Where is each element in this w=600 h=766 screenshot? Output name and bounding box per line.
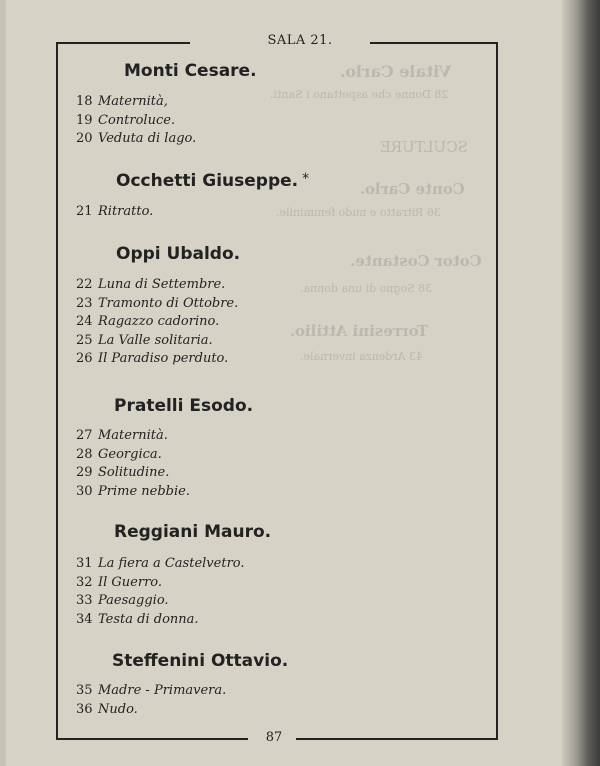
page-number: 87 [265,730,283,745]
item-title: Madre - Primavera. [98,683,227,698]
artist-name-text: Oppi Ubaldo. [116,244,241,264]
item-title: Georgica. [98,446,162,462]
item-number: 32 [76,574,93,590]
list-item [76,295,238,314]
item-title: Luna di Settembre. [98,277,226,292]
list-item [76,592,245,611]
item-number: 30 [76,483,93,499]
item-title: La fiera a Castelvetro. [98,556,245,571]
asterisk-mark: * [302,171,310,187]
list-item [76,112,196,131]
book-spine-shadow [562,0,600,766]
works-list [76,427,190,501]
border-line [56,738,248,740]
item-title: Ritratto. [98,204,154,219]
list-item [76,446,190,465]
artist-name [124,61,257,81]
item-title: Controluce. [98,112,176,128]
item-title: Veduta di lago. [98,131,197,146]
page-left-edge [0,0,6,766]
bleed-through-text: 43 Ardenza invernale. [300,350,423,363]
item-number: 20 [76,131,93,146]
list-item [76,313,238,332]
bleed-through-text: 36 Ritratto e nudo femminile. [276,206,441,219]
works-list [76,276,238,369]
item-title: Il Paradiso perduto. [98,351,229,366]
list-item [76,203,153,222]
bleed-through-text: SCULTURE [380,138,469,156]
bleed-through-text: Torresini Attilio. [290,322,429,340]
item-title: Solitudine. [98,465,170,480]
artist-name-text: Occhetti Giuseppe. [116,171,299,191]
item-title: Testa di donna. [98,611,199,627]
list-item [76,427,190,446]
item-number: 21 [76,204,93,219]
bleed-through-text: 28 Donne che aspettano i Santi. [270,88,449,101]
bleed-through-text: Vitale Carlo. [340,62,452,81]
item-number: 18 [76,94,93,109]
item-number: 28 [76,446,93,462]
border-line [296,738,498,740]
item-number: 24 [76,314,93,329]
item-number: 29 [76,465,93,480]
item-number: 23 [76,295,93,311]
list-item [76,464,190,483]
item-number: 36 [76,701,93,717]
bleed-through-text: Conte Carlo. [360,180,465,198]
artist-name-text: Reggiani Mauro. [114,522,272,542]
item-number: 35 [76,683,93,698]
list-item [76,350,238,369]
item-number: 25 [76,332,93,348]
list-item [76,130,196,149]
item-number: 34 [76,611,93,627]
item-number: 33 [76,593,93,608]
item-number: 31 [76,556,93,571]
item-title: Maternità, [98,94,168,109]
list-item [76,555,245,574]
artist-name [116,244,240,264]
border-line [496,42,498,740]
room-heading: SALA 21. [267,33,333,48]
works-list [76,203,153,222]
item-number: 22 [76,277,93,292]
artist-name [112,651,288,671]
artist-name-text: Monti Cesare. [124,61,257,81]
list-item [76,332,238,351]
item-title: Nudo. [98,701,138,717]
item-title: Prime nebbie. [98,483,190,499]
item-title: Ragazzo cadorino. [98,314,220,329]
works-list [76,682,226,719]
artist-name-text: Steffenini Ottavio. [112,651,289,671]
item-title: La Valle solitaria. [98,332,213,348]
item-title: Maternità. [98,428,168,443]
list-item [76,574,245,593]
item-number: 26 [76,351,93,366]
works-list [76,93,196,149]
list-item [76,701,226,720]
bleed-through-text: 38 Sogno di una donna. [300,282,433,295]
works-list [76,555,245,629]
list-item [76,682,226,701]
list-item [76,483,190,502]
artist-name [114,522,271,542]
bleed-through-text: Cotor Costante. [350,252,482,270]
item-number: 27 [76,428,93,443]
item-number: 19 [76,112,93,128]
artist-name [116,171,309,191]
item-title: Il Guerro. [98,574,163,590]
list-item [76,611,245,630]
artist-name-text: Pratelli Esodo. [114,396,254,416]
border-line [56,42,58,740]
artist-name [114,396,253,416]
item-title: Tramonto di Ottobre. [98,295,239,311]
list-item [76,276,238,295]
list-item [76,93,196,112]
item-title: Paesaggio. [98,593,169,608]
